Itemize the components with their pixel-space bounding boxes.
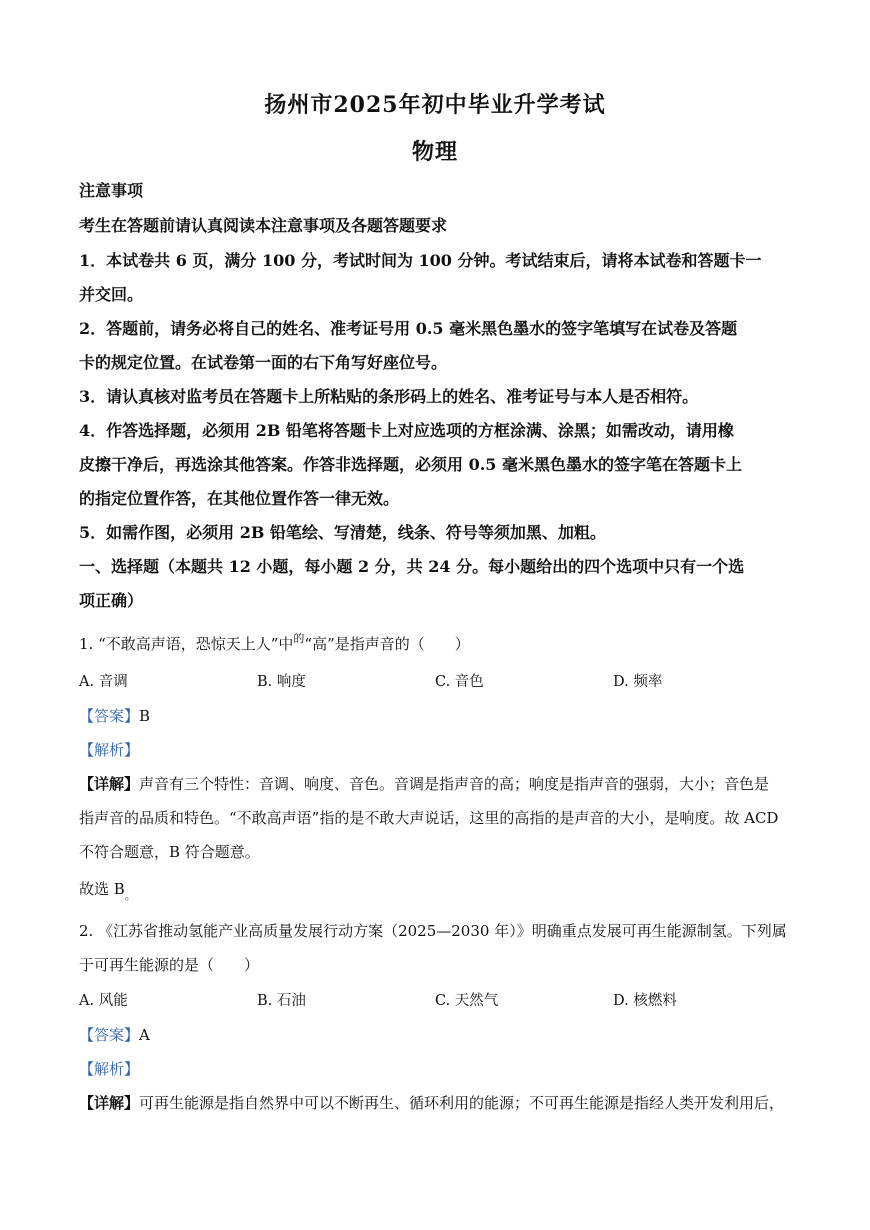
- answer-tag: 【答案】: [79, 707, 140, 725]
- answer-value: B: [139, 707, 151, 725]
- question-1-stem: [79, 633, 470, 654]
- notice-item-1-line-1: 1．本试卷共 6 页，满分 100 分，考试时间为 100 分钟。考试结束后，请将本试卷和答题卡一: [79, 251, 762, 270]
- conclusion-text: 故选 B: [79, 880, 125, 898]
- question-2-stem-line-2: 于可再生能源的是（ ）: [79, 956, 260, 974]
- notice-item-4-line-1: 4．作答选择题，必须用 2B 铅笔将答题卡上对应选项的方框涂满、涂黑；如需改动，请用橡: [79, 421, 734, 440]
- question-1-detail-line-2: 指声音的品质和特色。“不敢高声语”指的是不敢大声说话，这里的高指的是声音的大小，是响度。故 ACD: [79, 809, 779, 827]
- question-1-detail-line-3: 不符合题意，B 符合题意。: [79, 843, 260, 861]
- question-2-option-c: C. 天然气: [435, 993, 499, 1009]
- question-1-detail-line-1: [79, 773, 769, 794]
- question-1-answer: [79, 705, 150, 726]
- conclusion-period: 。: [124, 889, 136, 902]
- question-2-option-a: A. 风能: [79, 993, 128, 1009]
- notice-item-3: 3．请认真核对监考员在答题卡上所粘贴的条形码上的姓名、准考证号与本人是否相符。: [79, 387, 699, 406]
- question-2-option-b: B. 石油: [257, 993, 306, 1009]
- question-2-answer: [79, 1024, 150, 1045]
- question-2-option-d: D. 核燃料: [613, 993, 677, 1009]
- notice-item-1-line-2: 并交回。: [79, 285, 144, 304]
- question-1-conclusion: [79, 878, 136, 902]
- question-1-option-a: A. 音调: [79, 674, 128, 690]
- question-1-stem-part-a: 1. “不敢高声语，恐惊天上人”中: [79, 635, 294, 653]
- notice-item-2-line-1: 2．答题前，请务必将自己的姓名、准考证号用 0.5 毫米黑色墨水的签字笔填写在试卷及答题: [79, 319, 738, 338]
- notice-item-4-line-2: 皮擦干净后，再选涂其他答案。作答非选择题，必须用 0.5 毫米黑色墨水的签字笔在答题卡上: [79, 455, 742, 474]
- notice-intro: 考生在答题前请认真阅读本注意事项及各题答题要求: [79, 216, 448, 235]
- question-1-analysis-tag: 【解析】: [79, 741, 140, 759]
- notice-item-4-line-3: 的指定位置作答，在其他位置作答一律无效。: [79, 489, 400, 508]
- notice-heading: 注意事项: [79, 181, 144, 200]
- exam-title: 扬州市2025年初中毕业升学考试: [264, 92, 606, 118]
- subject-title: 物理: [411, 139, 458, 165]
- answer-tag: 【答案】: [79, 1026, 140, 1044]
- detail-text: 可再生能源是指自然界中可以不断再生、循环利用的能源；不可再生能源是指经人类开发利用后，: [139, 1094, 785, 1112]
- question-1-option-c: C. 音色: [435, 674, 484, 690]
- notice-item-5: 5．如需作图，必须用 2B 铅笔绘、写清楚，线条、符号等须加黑、加粗。: [79, 523, 606, 542]
- detail-text: 声音有三个特性：音调、响度、音色。音调是指声音的高；响度是指声音的强弱，大小；音色是: [139, 775, 770, 793]
- question-1-stem-superscript: 的: [293, 632, 305, 645]
- section-1-heading-line-1: 一、选择题（本题共 12 小题，每小题 2 分，共 24 分。每小题给出的四个选项中只有一个选: [79, 557, 745, 576]
- question-2-stem-line-1: 2. 《江苏省推动氢能产业高质量发展行动方案（2025—2030 年）》明确重点发展可再生能源制氢。下列属: [79, 922, 787, 940]
- detail-tag: 【详解】: [79, 775, 140, 793]
- question-1-option-b: B. 响度: [257, 674, 306, 690]
- question-2-analysis-tag: 【解析】: [79, 1060, 140, 1078]
- question-1-option-d: D. 频率: [613, 674, 663, 690]
- section-1-heading-line-2: 项正确）: [79, 591, 144, 610]
- question-2-detail-line-1: [79, 1092, 784, 1113]
- notice-item-2-line-2: 卡的规定位置。在试卷第一面的右下角写好座位号。: [79, 353, 448, 372]
- answer-value: A: [139, 1026, 150, 1044]
- question-1-stem-part-b: “高”是指声音的（ ）: [304, 635, 470, 653]
- detail-tag: 【详解】: [79, 1094, 140, 1112]
